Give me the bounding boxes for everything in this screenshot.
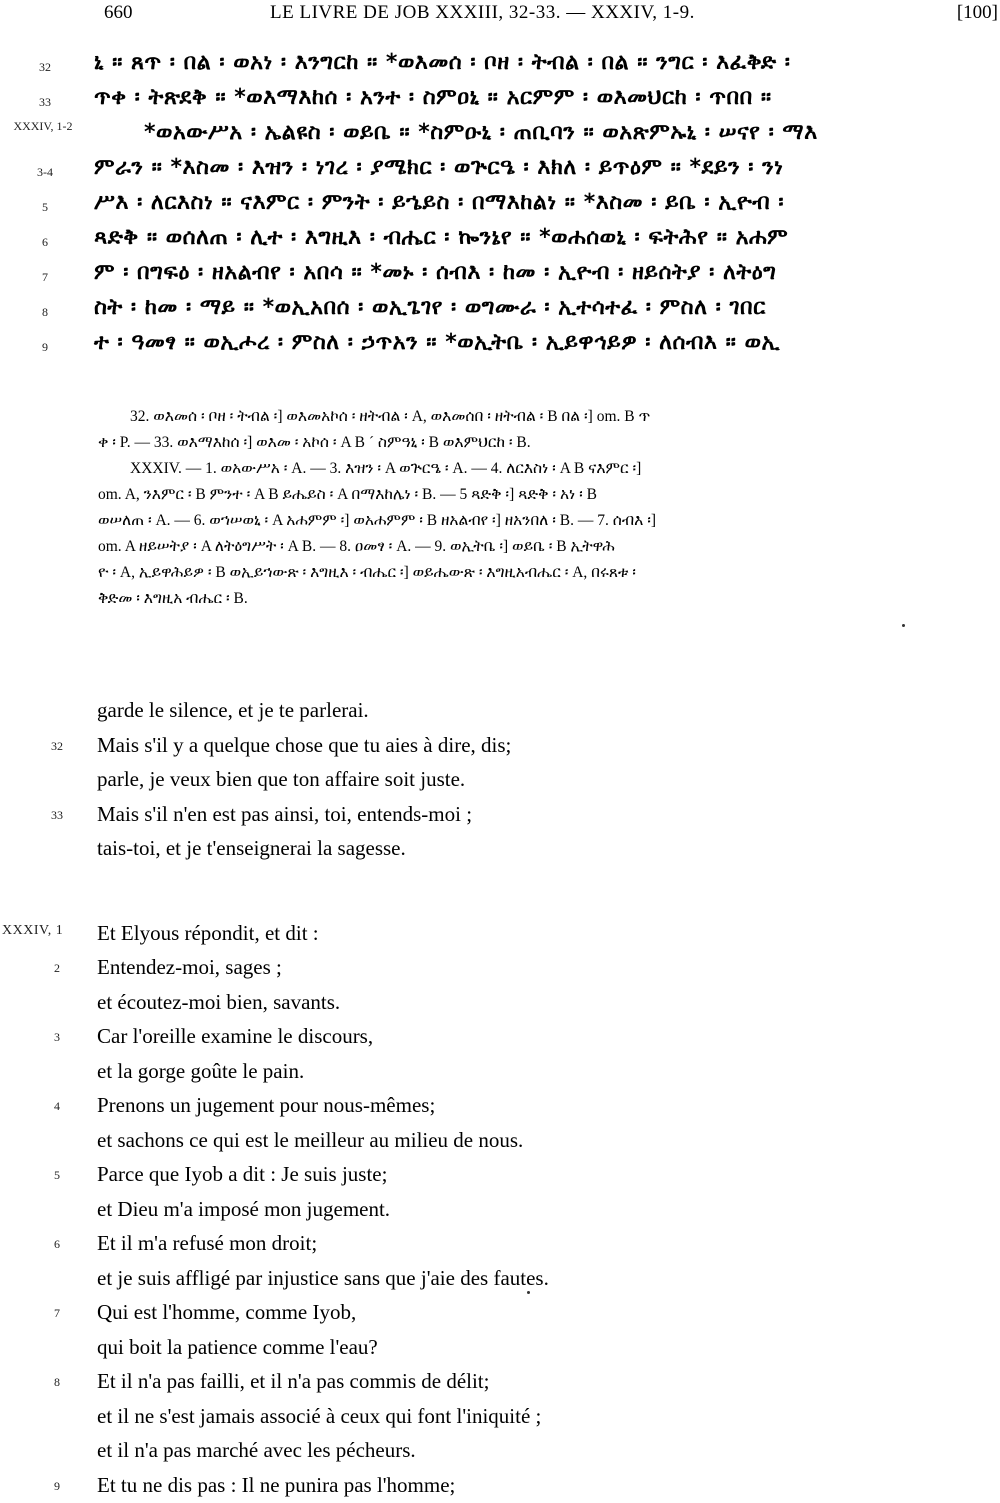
translation-line <box>0 1365 1000 1400</box>
translation-text: tais-toi, et je t'enseignerai la sagesse. <box>97 836 406 861</box>
ethiopic-line <box>0 328 1000 363</box>
ethiopic-line-text: ስት ፡ ከመ ፡ ማይ ። *ወኢአበሰ ፡ ወኢጌገየ ፡ ወግሙራ ፡ ኢተሳተፈ ፡ ምስለ ፡ ገበር <box>94 295 766 320</box>
verse-marker: 32 <box>20 60 70 75</box>
translation-line <box>0 1124 1000 1159</box>
ethiopic-line-text: ኒ ። ጸጥ ፡ በል ፡ ወአነ ፡ እንግርከ ። *ወእመሰ ፡ ቦዘ ፡ ትብል ፡ በል ። ንግር ፡ እፈቅድ ፡ <box>94 50 791 75</box>
apparatus-line: ወሠለጠ ፡ A. — 6. ወኀሠወኒ ፡ A አሐምም ፡] ወአሐምም ፡ B ዘአልብየ ፡] ዘአንበለ ፡ B. — 7. ሰብእ ፡] <box>98 508 988 534</box>
translation-line <box>0 1158 1000 1193</box>
verse-marker: 9 <box>40 1479 74 1494</box>
ethiopic-line <box>0 258 1000 293</box>
verse-marker: 33 <box>40 808 74 823</box>
apparatus-line: XXXIV. — 1. ወአውሥአ ፡ A. — 3. እዝን ፡ A ወጕርዔ ፡ A. — 4. ለርእስነ ፡ A B ናእምር ፡] <box>98 456 988 482</box>
verse-marker: 33 <box>20 95 70 110</box>
translation-line <box>0 1020 1000 1055</box>
translation-line <box>0 1089 1000 1124</box>
translation-line <box>0 1469 1000 1503</box>
verse-marker: 8 <box>40 1375 74 1390</box>
ethiopic-line <box>0 48 1000 83</box>
print-speck <box>527 1291 530 1294</box>
translation-text: Qui est l'homme, comme Iyob, <box>97 1300 356 1325</box>
translation-text: et il ne s'est jamais associé à ceux qui font l'iniquité ; <box>97 1404 541 1429</box>
translation-text: et je suis affligé par injustice sans que j'aie des fautes. <box>97 1266 549 1291</box>
translation-line <box>0 951 1000 986</box>
ethiopic-line-text: *ወአውሥአ ፡ ኤልዩስ ፡ ወይቤ ። *ስምዑኒ ፡ ጠቢባን ። ወአጽምኡኒ ፡ ሠናየ ፡ ማእ <box>144 120 818 145</box>
translation-text: et il n'a pas marché avec les pécheurs. <box>97 1438 416 1463</box>
verse-marker: 3 <box>40 1030 74 1045</box>
translation-text: et la gorge goûte le pain. <box>97 1059 304 1084</box>
ethiopic-line <box>0 293 1000 328</box>
ethiopic-line-text: ምራን ። *እስመ ፡ እዝን ፡ ነገረ ፡ ያሜክር ፡ ወጕርዔ ፡ እክለ ፡ ይጥዕም ። *ደይን ፡ ንነ <box>94 155 783 180</box>
translation-text: Mais s'il n'en est pas ainsi, toi, entends-moi ; <box>97 802 472 827</box>
translation-line <box>0 1331 1000 1366</box>
translation-text: Et Elyous répondit, et dit : <box>97 921 319 946</box>
ethiopic-text-block <box>0 48 1000 363</box>
section-gap <box>0 867 1000 917</box>
translation-line <box>0 1227 1000 1262</box>
page-header <box>0 0 1000 26</box>
apparatus-line: om. A ዘይሠትያ ፡ A ለትዕግሥት ፡ A B. — 8. ዐመፃ ፡ A. — 9. ወኢትቤ ፡] ወይቤ ፡ B ኢትዋሕ <box>98 534 988 560</box>
chapter-verse-marker: XXXIV, 1-2 <box>8 120 78 133</box>
translation-line <box>0 986 1000 1021</box>
page-number: 660 <box>104 2 133 24</box>
ethiopic-line <box>0 83 1000 118</box>
translation-line <box>0 1400 1000 1435</box>
ethiopic-line-text: ጥቀ ፡ ትጽደቅ ። *ወእማእከሰ ፡ አንተ ፡ ስምዐኒ ። አርምም ፡ ወእመህርከ ፡ ጥበበ ። <box>94 85 772 110</box>
translation-text: Et tu ne dis pas : Il ne punira pas l'homme; <box>97 1473 455 1498</box>
translation-text: garde le silence, et je te parlerai. <box>97 698 369 723</box>
translation-line <box>0 763 1000 798</box>
translation-line <box>0 1055 1000 1090</box>
translation-text: Mais s'il y a quelque chose que tu aies à dire, dis; <box>97 733 511 758</box>
ethiopic-line <box>0 153 1000 188</box>
ethiopic-line-text: ሥእ ፡ ለርእስነ ። ናእምር ፡ ምንት ፡ ይኄይስ ፡ በማእከልነ ። *እስመ ፡ ይቤ ፡ ኢዮብ ፡ <box>94 190 784 215</box>
translation-text: Prenons un jugement pour nous-mêmes; <box>97 1093 435 1118</box>
chapter-verse-marker: XXXIV, 1 <box>2 923 94 939</box>
verse-marker: 32 <box>40 739 74 754</box>
translation-line <box>0 917 1000 952</box>
apparatus-line: ዮ ፡ A, ኢይዋሕይዎ ፡ B ወኢይኀውጽ ፡ እግዚእ ፡ ብሔር ፡] ወይሔውጽ ፡ እግዚአብሔር ፡ A, በሩጸቱ ፡ <box>98 560 988 586</box>
verse-marker: 5 <box>20 200 70 215</box>
verse-marker: 3-4 <box>20 165 70 180</box>
verse-marker: 2 <box>40 961 74 976</box>
translation-line <box>0 1296 1000 1331</box>
translation-text: Car l'oreille examine le discours, <box>97 1024 373 1049</box>
verse-marker: 7 <box>20 270 70 285</box>
verse-marker: 6 <box>40 1237 74 1252</box>
apparatus-line: ቅድመ ፡ እግዚአ ብሔር ፡ B. <box>98 586 988 612</box>
translation-text: et écoutez-moi bien, savants. <box>97 990 340 1015</box>
ethiopic-line <box>0 118 1000 153</box>
verse-marker: 8 <box>20 305 70 320</box>
ethiopic-line-text: ም ፡ በግፍዕ ፡ ዘአልብየ ፡ አበሳ ። *መኑ ፡ ሰብእ ፡ ከመ ፡ ኢዮብ ፡ ዘይሰትያ ፡ ለትዕግ <box>94 260 776 285</box>
translation-line <box>0 1434 1000 1469</box>
apparatus-line: om. A, ንእምር ፡ B ምንተ ፡ A B ይሔይስ ፡ A በማእከሌነ ፡ B. — 5 ጻድቅ ፡] ጻድቅ ፡ አነ ፡ B <box>98 482 988 508</box>
translation-text: parle, je veux bien que ton affaire soit juste. <box>97 767 465 792</box>
translation-line <box>0 1193 1000 1228</box>
apparatus-line: ቀ ፡ P. — 33. ወእማእከሰ ፡] ወእመ ፡ አኮሰ ፡ A B ´ ስምዓኒ ፡ B ወእምህርከ ፡ B. <box>98 430 988 456</box>
translation-line <box>0 729 1000 764</box>
ethiopic-line <box>0 188 1000 223</box>
verse-marker: 5 <box>40 1168 74 1183</box>
ethiopic-line-text: ተ ፡ ዓመፃ ። ወኢሖረ ፡ ምስለ ፡ ኃጥአን ። *ወኢትቤ ፡ ኢይዋኅይዎ ፡ ለሰብእ ። ወኢ <box>94 330 780 355</box>
verse-marker: 9 <box>20 340 70 355</box>
translation-text: qui boit la patience comme l'eau? <box>97 1335 378 1360</box>
translation-text: Parce que Iyob a dit : Je suis juste; <box>97 1162 387 1187</box>
apparatus-line: 32. ወእመሰ ፡ ቦዘ ፡ ትብል ፡] ወእመአኮሰ ፡ ዘትብል ፡ A, ወእመሰበ ፡ ዘትብል ፡ B በል ፡] om. B ጥ <box>98 404 988 430</box>
translation-line <box>0 798 1000 833</box>
french-translation <box>0 694 1000 1503</box>
verse-marker: 4 <box>40 1099 74 1114</box>
verse-marker: 7 <box>40 1306 74 1321</box>
translation-text: Et il m'a refusé mon droit; <box>97 1231 317 1256</box>
translation-line <box>0 1262 1000 1297</box>
translation-text: et Dieu m'a imposé mon jugement. <box>97 1197 390 1222</box>
bracket-page-ref: [100] <box>957 2 998 24</box>
print-speck <box>902 624 905 627</box>
ethiopic-line-text: ጻድቅ ። ወሰለጠ ፡ ሊተ ፡ እግዚእ ፡ ብሔር ፡ ኰንኔየ ። *ወሐሰወኒ ፡ ፍትሕየ ። አሐም <box>94 225 788 250</box>
translation-text: Et il n'a pas failli, et il n'a pas commis de délit; <box>97 1369 489 1394</box>
translation-text: Entendez-moi, sages ; <box>97 955 282 980</box>
ethiopic-line <box>0 223 1000 258</box>
translation-line <box>0 832 1000 867</box>
critical-apparatus <box>98 404 988 612</box>
verse-marker: 6 <box>20 235 70 250</box>
translation-text: et sachons ce qui est le meilleur au milieu de nous. <box>97 1128 523 1153</box>
running-title: LE LIVRE DE JOB XXXIII, 32-33. — XXXIV, 1-9. <box>270 2 695 24</box>
translation-line <box>0 694 1000 729</box>
